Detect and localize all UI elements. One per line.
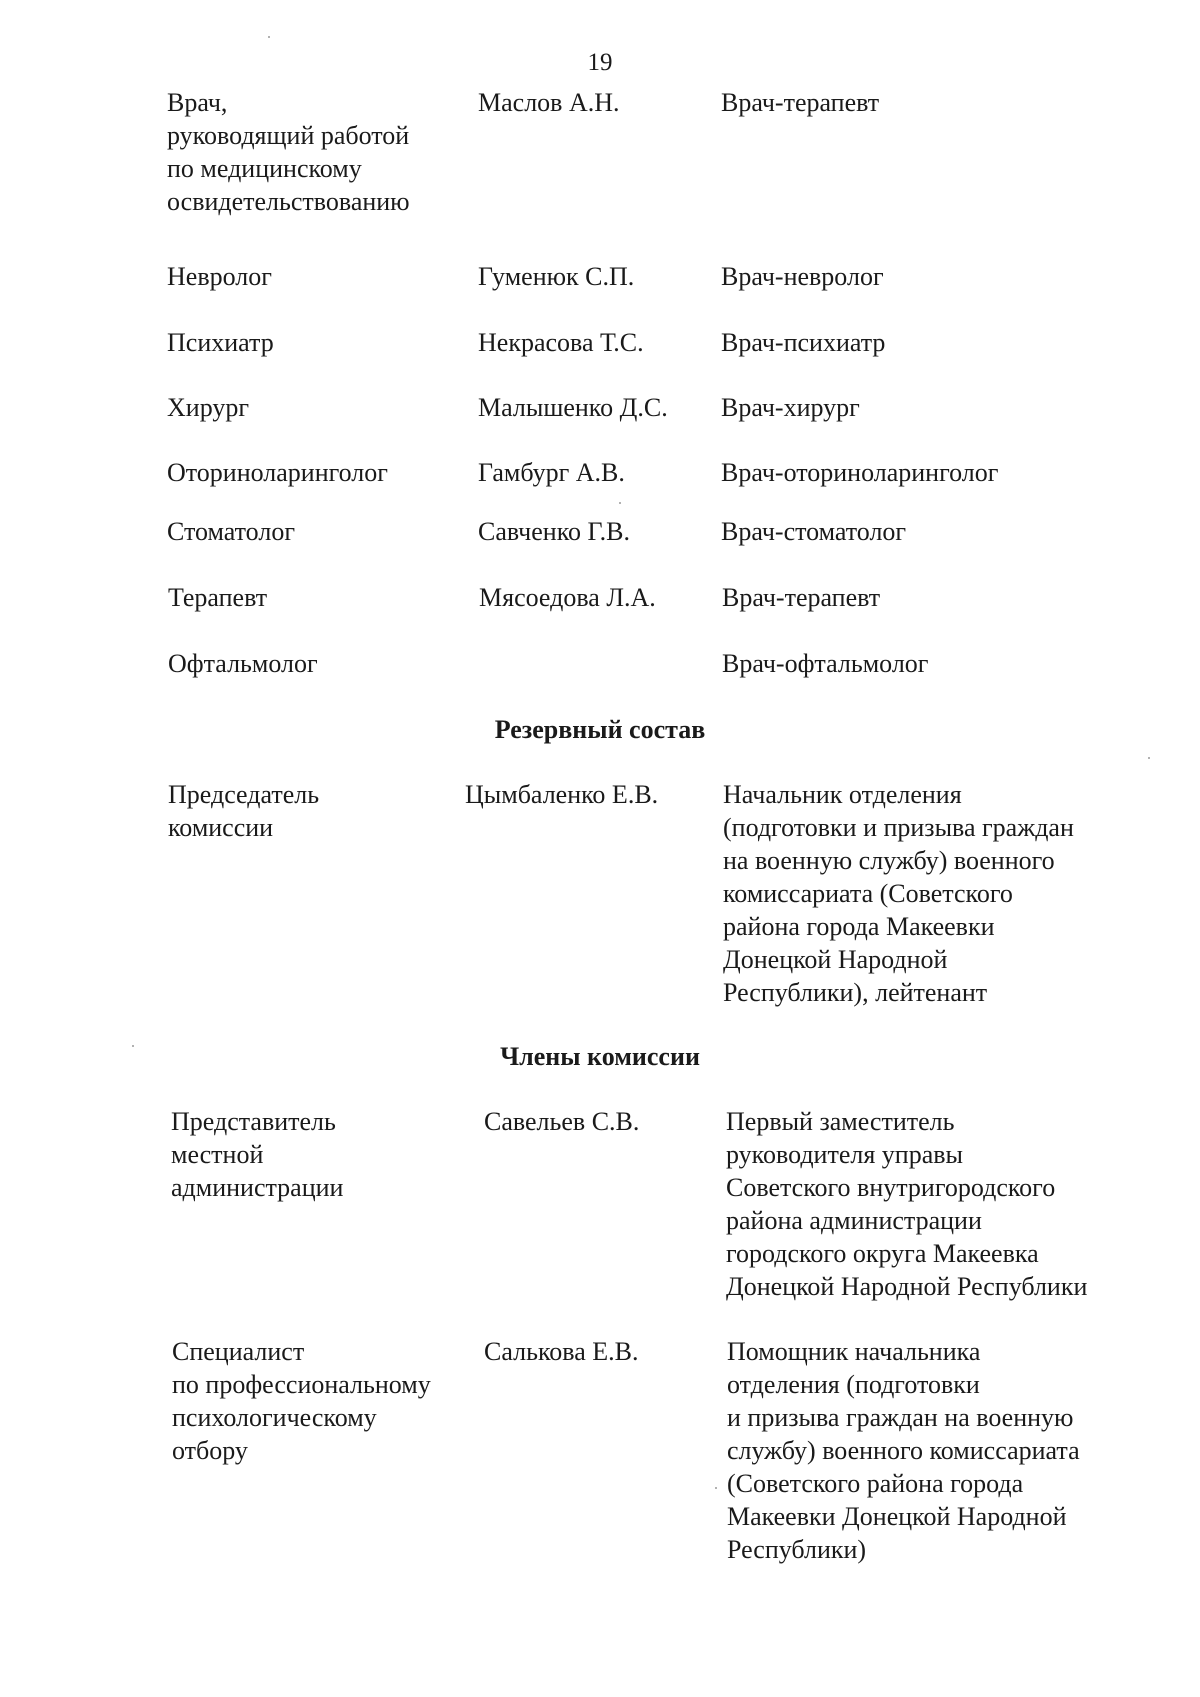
position-cell xyxy=(167,260,272,293)
table-row xyxy=(0,1105,1200,1305)
person-name: Некрасова Т.С. xyxy=(478,328,644,357)
title-line: Макеевки Донецкой Народной xyxy=(727,1502,1067,1531)
title-line: Врач-офтальмолог xyxy=(722,649,929,678)
position-line: по медицинскому xyxy=(167,154,362,183)
table-row xyxy=(0,391,1200,425)
person-name: Гамбург А.В. xyxy=(478,458,625,487)
scan-speck xyxy=(619,502,621,504)
title-line: на военную службу) военного xyxy=(723,846,1055,875)
title-line: Врач-терапевт xyxy=(722,583,881,612)
title-cell xyxy=(726,1105,1087,1303)
scan-speck xyxy=(268,36,270,38)
name-cell xyxy=(479,581,656,614)
title-cell xyxy=(723,778,1074,1009)
person-name: Цымбаленко Е.В. xyxy=(465,780,659,809)
title-line: Врач-психиатр xyxy=(721,328,886,357)
position-line: Оториноларинголог xyxy=(167,458,388,487)
title-cell xyxy=(721,260,884,293)
title-line: Врач-стоматолог xyxy=(721,517,907,546)
scan-speck xyxy=(715,1487,717,1489)
title-line: Первый заместитель xyxy=(726,1107,955,1136)
scan-speck xyxy=(1148,757,1150,759)
title-line: отделения (подготовки xyxy=(727,1370,980,1399)
title-line: (Советского района города xyxy=(727,1469,1024,1498)
page-number: 19 xyxy=(587,49,613,76)
position-cell xyxy=(172,1335,431,1467)
section-heading-members: Члены комиссии xyxy=(500,1042,700,1071)
title-line: Республики) xyxy=(727,1535,867,1564)
position-line: Председатель xyxy=(168,780,320,809)
table-row xyxy=(0,260,1200,294)
title-line: района города Макеевки xyxy=(723,912,995,941)
table-row xyxy=(0,1335,1200,1570)
position-line: Офтальмолог xyxy=(168,649,318,678)
position-cell xyxy=(167,515,295,548)
person-name: Салькова Е.В. xyxy=(484,1337,639,1366)
person-name: Гуменюк С.П. xyxy=(478,262,635,291)
position-cell xyxy=(171,1105,343,1204)
title-cell xyxy=(721,515,906,548)
position-line: Врач, xyxy=(167,88,228,117)
title-cell xyxy=(721,86,879,119)
position-cell xyxy=(167,326,274,359)
person-name: Савельев С.В. xyxy=(484,1107,640,1136)
title-cell xyxy=(722,581,880,614)
table-row xyxy=(0,456,1200,490)
position-line: Психиатр xyxy=(167,328,274,357)
table-row xyxy=(0,515,1200,549)
title-line: Врач-невролог xyxy=(721,262,884,291)
title-cell xyxy=(721,456,998,489)
title-line: Начальник отделения xyxy=(723,780,962,809)
title-line: (подготовки и призыва граждан xyxy=(723,813,1074,842)
title-line: Республики), лейтенант xyxy=(723,978,988,1007)
position-line: Стоматолог xyxy=(167,517,295,546)
person-name: Мясоедова Л.А. xyxy=(479,583,656,612)
title-cell xyxy=(727,1335,1080,1566)
title-line: Врач-терапевт xyxy=(721,88,880,117)
name-cell xyxy=(478,515,630,548)
person-name: Маслов А.Н. xyxy=(478,88,620,117)
title-line: района администрации xyxy=(726,1206,982,1235)
table-row xyxy=(0,326,1200,360)
table-row xyxy=(0,581,1200,615)
name-cell xyxy=(478,456,625,489)
position-line: отбору xyxy=(172,1436,248,1465)
person-name: Малышенко Д.С. xyxy=(478,393,668,422)
table-row xyxy=(0,86,1200,226)
name-cell xyxy=(478,86,620,119)
position-line: освидетельствованию xyxy=(167,187,410,216)
position-line: Специалист xyxy=(172,1337,305,1366)
title-line: Врач-оториноларинголог xyxy=(721,458,999,487)
title-line: Советского внутригородского xyxy=(726,1173,1056,1202)
title-line: Донецкой Народной Республики xyxy=(726,1272,1088,1301)
name-cell xyxy=(478,391,668,424)
table-row xyxy=(0,647,1200,681)
title-line: Врач-хирург xyxy=(721,393,860,422)
title-cell xyxy=(721,326,885,359)
title-line: руководителя управы xyxy=(726,1140,963,1169)
position-line: местной xyxy=(171,1140,264,1169)
title-line: Донецкой Народной xyxy=(723,945,948,974)
position-line: администрации xyxy=(171,1173,344,1202)
title-line: комиссариата (Советского xyxy=(723,879,1013,908)
position-cell xyxy=(168,647,318,680)
section-heading-reserve: Резервный состав xyxy=(494,715,706,744)
position-line: руководящий работой xyxy=(167,121,410,150)
title-line: службу) военного комиссариата xyxy=(727,1436,1080,1465)
title-line: городского округа Макеевка xyxy=(726,1239,1039,1268)
name-cell xyxy=(478,260,634,293)
position-line: комиссии xyxy=(168,813,274,842)
title-cell xyxy=(721,391,860,424)
name-cell xyxy=(465,778,658,811)
scan-speck xyxy=(132,1045,134,1047)
position-cell xyxy=(167,456,388,489)
position-line: Терапевт xyxy=(168,583,268,612)
title-cell xyxy=(722,647,928,680)
table-row xyxy=(0,778,1200,1013)
title-line: и призыва граждан на военную xyxy=(727,1403,1074,1432)
position-line: по профессиональному xyxy=(172,1370,431,1399)
name-cell xyxy=(484,1105,639,1138)
position-cell xyxy=(168,581,267,614)
name-cell xyxy=(478,326,644,359)
position-cell xyxy=(167,86,410,218)
position-line: Представитель xyxy=(171,1107,336,1136)
position-line: психологическому xyxy=(172,1403,377,1432)
position-line: Невролог xyxy=(167,262,272,291)
title-line: Помощник начальника xyxy=(727,1337,981,1366)
position-cell xyxy=(168,778,319,844)
position-cell xyxy=(167,391,249,424)
position-line: Хирург xyxy=(167,393,250,422)
person-name: Савченко Г.В. xyxy=(478,517,630,546)
name-cell xyxy=(484,1335,638,1368)
